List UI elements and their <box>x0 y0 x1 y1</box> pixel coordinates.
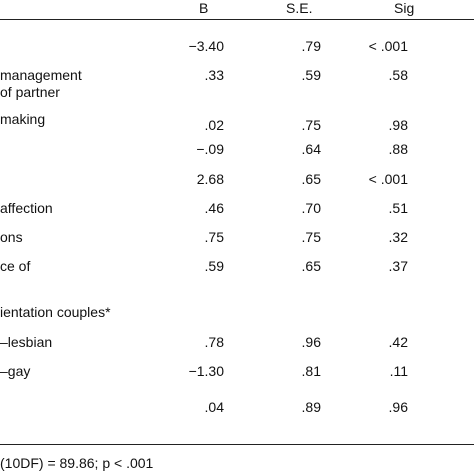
se-value: .79 <box>301 38 321 54</box>
group-heading: ientation couples* <box>0 304 111 320</box>
sig-value: .88 <box>388 141 408 157</box>
row-label: making <box>0 111 46 127</box>
se-value: .96 <box>301 334 321 350</box>
sig-value: .98 <box>388 117 408 133</box>
sig-value: .11 <box>389 363 408 379</box>
b-value: .02 <box>204 117 224 133</box>
b-value: .78 <box>204 334 224 350</box>
sig-value: .51 <box>388 200 408 216</box>
table-footnote: (10DF) = 89.86; p < .001 <box>0 455 154 471</box>
row-label: –lesbian <box>0 334 53 350</box>
se-value: .75 <box>301 117 321 133</box>
row-label: management of partner <box>0 67 82 100</box>
se-value: .75 <box>301 229 321 245</box>
se-value: .89 <box>301 399 321 415</box>
row-label: ce of <box>0 258 31 274</box>
sig-value: .42 <box>388 334 408 350</box>
sig-value: .37 <box>388 258 408 274</box>
b-value: .46 <box>204 200 224 216</box>
row-label: affection <box>0 200 53 216</box>
sig-value: < .001 <box>368 171 408 187</box>
se-value: .81 <box>301 363 321 379</box>
column-header-b: B <box>199 0 209 16</box>
b-value: 2.68 <box>196 171 224 187</box>
row-label: ons <box>0 229 23 245</box>
b-value: .33 <box>204 67 224 83</box>
b-value: −3.40 <box>188 38 224 54</box>
column-header-se: S.E. <box>286 0 313 16</box>
b-value: −.09 <box>196 141 224 157</box>
footer-rule <box>0 444 474 445</box>
se-value: .59 <box>301 67 321 83</box>
row-label: –gay <box>0 363 31 379</box>
b-value: .59 <box>204 258 224 274</box>
se-value: .65 <box>301 171 321 187</box>
header-rule <box>0 19 474 20</box>
b-value: .04 <box>204 399 224 415</box>
se-value: .65 <box>301 258 321 274</box>
se-value: .64 <box>301 141 321 157</box>
b-value: .75 <box>204 229 224 245</box>
sig-value: .96 <box>388 399 408 415</box>
sig-value: .58 <box>388 67 408 83</box>
b-value: −1.30 <box>188 363 224 379</box>
sig-value: .32 <box>388 229 408 245</box>
sig-value: < .001 <box>368 38 408 54</box>
se-value: .70 <box>301 200 321 216</box>
column-header-sig: Sig <box>394 0 415 16</box>
